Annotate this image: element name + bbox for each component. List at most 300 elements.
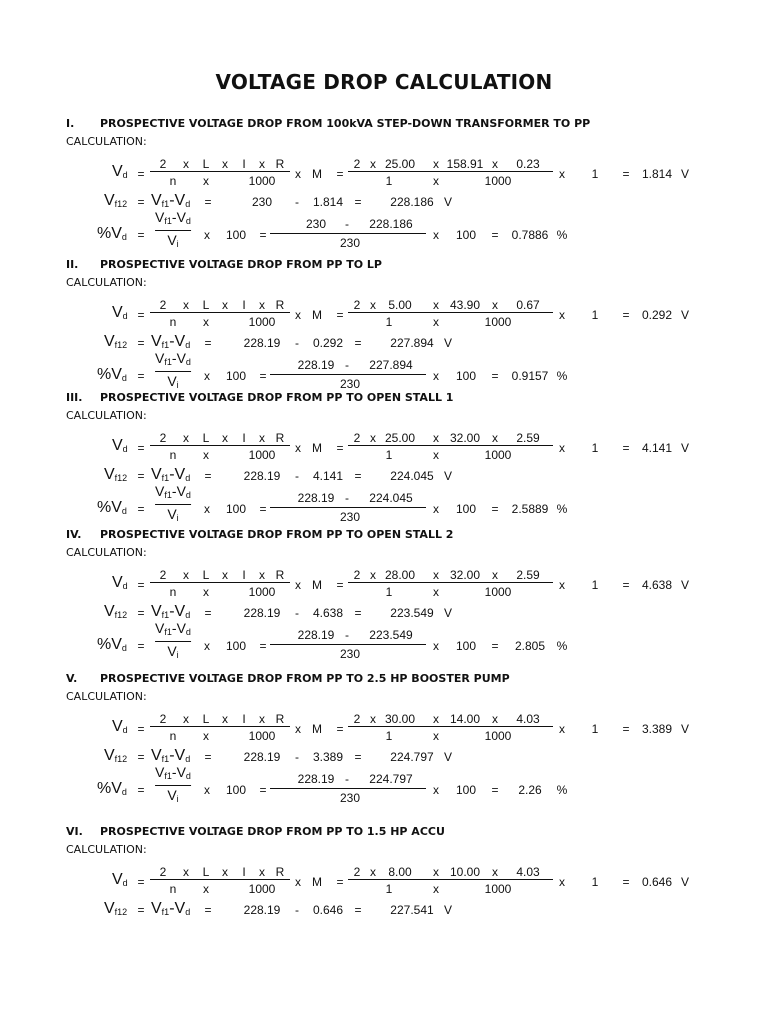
denominator-part: i (176, 794, 179, 804)
equals-sign: = (622, 722, 630, 736)
vf12-result: 224.797 (390, 750, 434, 764)
percent-result: 2.805 (514, 639, 546, 653)
times-sign: x (204, 639, 210, 653)
volt-unit: V (443, 195, 453, 209)
formula-current: I (242, 865, 246, 879)
equals-sign: = (622, 441, 630, 455)
value-times: x (492, 712, 498, 726)
value-times: x (433, 729, 439, 743)
equals-sign: = (259, 228, 267, 242)
vf12-symbol (104, 603, 127, 624)
vd-symbol (112, 871, 128, 892)
vd-result: 1.814 (641, 167, 673, 181)
vf12-value: 223.549 (369, 628, 413, 642)
value-two: 2 (353, 431, 361, 445)
minus-sign: - (295, 469, 299, 483)
denominator-part: i (176, 513, 179, 523)
vf12-symbol-main: V (104, 603, 115, 620)
formula-two: 2 (159, 298, 167, 312)
formula-times: x (259, 431, 265, 445)
current-value: 158.91 (446, 157, 484, 171)
equals-sign: = (204, 336, 212, 350)
equals-sign: = (137, 750, 145, 764)
vf1-value: 228.19 (297, 491, 335, 505)
vf12-expression-part: - (169, 192, 175, 209)
equals-sign: = (137, 441, 145, 455)
formula-runs: n (169, 315, 177, 329)
value-times: x (370, 568, 376, 582)
formula-length: L (202, 157, 210, 171)
minus-sign: - (295, 750, 299, 764)
resistance-value: 0.23 (516, 157, 540, 171)
section-number: I. (66, 117, 75, 130)
value-times: x (370, 157, 376, 171)
denominator-part: V (167, 506, 177, 522)
percent-vd-symbol-main: %V (97, 499, 122, 516)
value-times: x (433, 585, 439, 599)
vf12-expression-part: V (151, 192, 162, 209)
vd-symbol-sub: d (122, 444, 128, 454)
vd-symbol (112, 304, 128, 325)
percent-vd-symbol-sub: d (121, 787, 127, 797)
minus-sign: - (295, 195, 299, 209)
formula-length: L (202, 298, 210, 312)
vf1-value: 228.19 (297, 772, 335, 786)
times-sign: x (559, 722, 565, 736)
denominator-part: i (176, 239, 179, 249)
denominator-part: V (167, 787, 177, 803)
formula-fraction-bar (150, 582, 290, 583)
vf12-symbol (104, 333, 127, 354)
vd-result: 0.292 (641, 308, 673, 322)
percent-fraction (155, 350, 191, 393)
vd-value: 4.638 (312, 606, 344, 620)
numerator-part: V (155, 350, 165, 366)
equals-sign: = (137, 875, 145, 889)
value-times: x (433, 157, 439, 171)
value-times: x (433, 712, 439, 726)
numerator-part: f1 (164, 627, 172, 637)
vf12-expression-part: - (169, 747, 175, 764)
equals-sign: = (259, 783, 267, 797)
percent-vd-symbol-main: %V (97, 636, 122, 653)
formula-runs: n (169, 448, 177, 462)
percent-vd-symbol (97, 366, 127, 387)
value-thousand: 1000 (484, 315, 512, 329)
vf1-value: 228.19 (243, 336, 281, 350)
formula-resistance: R (275, 568, 285, 582)
section-number: IV. (66, 528, 82, 541)
value-times: x (492, 157, 498, 171)
vf12-expression-part: - (169, 900, 175, 917)
times-sign: x (295, 578, 301, 592)
formula-times: x (203, 729, 209, 743)
section-heading (66, 258, 382, 271)
length-value: 28.00 (384, 568, 416, 582)
equals-sign: = (259, 502, 267, 516)
resistance-value: 2.59 (516, 431, 540, 445)
vf12-expression-part: f1 (161, 610, 170, 620)
vd-symbol-main: V (112, 574, 123, 591)
formula-fraction-bar (150, 726, 290, 727)
vd-symbol-main: V (112, 718, 123, 735)
value-times: x (370, 298, 376, 312)
section-title: PROSPECTIVE VOLTAGE DROP FROM PP TO OPEN STALL 2 (100, 528, 454, 541)
formula-thousand: 1000 (248, 315, 276, 329)
vd-symbol-sub: d (122, 170, 128, 180)
numerator-part: d (185, 627, 191, 637)
percent-unit: % (556, 369, 568, 383)
vf12-expression-part: - (169, 603, 175, 620)
vf12-expression-part: d (185, 754, 191, 764)
current-value: 43.90 (449, 298, 481, 312)
percent-vd-symbol-sub: d (121, 232, 127, 242)
formula-times: x (259, 157, 265, 171)
volt-unit: V (680, 441, 690, 455)
percent-vd-symbol-sub: d (121, 506, 127, 516)
times-sign: x (295, 875, 301, 889)
numerator-part: V (155, 620, 165, 636)
percent-result: 2.5889 (511, 502, 549, 516)
value-times: x (433, 865, 439, 879)
value-times: x (492, 431, 498, 445)
minus-sign: - (295, 903, 299, 917)
fraction-numerator (155, 620, 191, 640)
section-title: PROSPECTIVE VOLTAGE DROP FROM PP TO 1.5 HP ACCU (100, 825, 445, 838)
equals-sign: = (204, 750, 212, 764)
multiplier-value: 1 (591, 441, 599, 455)
formula-two: 2 (159, 157, 167, 171)
times-sign: x (204, 369, 210, 383)
minus-sign: - (345, 217, 349, 231)
vf12-result: 227.541 (390, 903, 434, 917)
formula-thousand: 1000 (248, 585, 276, 599)
vf12-symbol-sub: f12 (114, 907, 128, 917)
volt-unit: V (680, 167, 690, 181)
numerator-part: V (155, 209, 165, 225)
vd-symbol-main: V (112, 871, 123, 888)
runs-value: 1 (385, 174, 393, 188)
formula-length: L (202, 431, 210, 445)
formula-resistance: R (275, 712, 285, 726)
formula-thousand: 1000 (248, 174, 276, 188)
vf12-expression-part: V (151, 900, 162, 917)
vd-value: 3.389 (312, 750, 344, 764)
formula-times: x (183, 865, 189, 879)
current-value: 14.00 (449, 712, 481, 726)
numerator-part: f1 (164, 771, 172, 781)
value-times: x (433, 315, 439, 329)
vf12-symbol (104, 192, 127, 213)
denominator-part: i (176, 380, 179, 390)
calculation-label: CALCULATION: (66, 690, 147, 703)
value-two: 2 (353, 157, 361, 171)
formula-current: I (242, 712, 246, 726)
formula-fraction-bar (150, 312, 290, 313)
equals-sign: = (137, 228, 145, 242)
value-two: 2 (353, 712, 361, 726)
vd-symbol-sub: d (122, 311, 128, 321)
fraction-bar (155, 641, 191, 642)
formula-times: x (222, 298, 228, 312)
hundred: 100 (455, 228, 477, 242)
percent-vd-symbol (97, 780, 127, 801)
vf12-expression-part: V (151, 466, 162, 483)
vf12-expression-part: d (185, 199, 191, 209)
vd-symbol (112, 574, 128, 595)
vf12-expression-part: d (185, 473, 191, 483)
voltage-input: 230 (339, 236, 361, 250)
formula-times: x (222, 712, 228, 726)
current-value: 10.00 (449, 865, 481, 879)
vf12-expression-part: - (169, 333, 175, 350)
times-sign: x (204, 502, 210, 516)
equals-sign: = (204, 469, 212, 483)
value-times: x (433, 298, 439, 312)
vf12-symbol-sub: f12 (114, 754, 128, 764)
percent-vd-symbol (97, 636, 127, 657)
percent-result: 2.26 (518, 783, 542, 797)
equals-sign: = (491, 228, 499, 242)
equals-sign: = (336, 578, 344, 592)
numerator-part: V (176, 764, 186, 780)
value-fraction-bar (348, 312, 553, 313)
times-sign: x (433, 502, 439, 516)
equals-sign: = (354, 606, 362, 620)
numerator-part: V (176, 350, 186, 366)
vd-value: 4.141 (312, 469, 344, 483)
equals-sign: = (491, 369, 499, 383)
vd-result: 4.638 (641, 578, 673, 592)
section-heading (66, 391, 453, 404)
calculation-label: CALCULATION: (66, 409, 147, 422)
vf12-expression-part: V (174, 333, 186, 350)
value-thousand: 1000 (484, 448, 512, 462)
equals-sign: = (137, 578, 145, 592)
minus-sign: - (345, 772, 349, 786)
percent-fraction-bar (270, 374, 426, 375)
value-two: 2 (353, 865, 361, 879)
numerator-part: f1 (164, 490, 172, 500)
fraction-denominator (155, 506, 191, 526)
length-value: 8.00 (388, 865, 412, 879)
equals-sign: = (137, 195, 145, 209)
value-fraction-bar (348, 171, 553, 172)
value-times: x (433, 568, 439, 582)
formula-runs: n (169, 585, 177, 599)
percent-result: 0.9157 (511, 369, 549, 383)
formula-times: x (203, 174, 209, 188)
vf12-value: 227.894 (369, 358, 413, 372)
fraction-bar (155, 504, 191, 505)
resistance-value: 0.67 (516, 298, 540, 312)
multiplier-value: 1 (591, 308, 599, 322)
formula-length: L (202, 712, 210, 726)
fraction-denominator (155, 373, 191, 393)
vf12-symbol (104, 747, 127, 768)
formula-current: I (242, 298, 246, 312)
current-value: 32.00 (449, 568, 481, 582)
fraction-denominator (155, 643, 191, 663)
vf12-value: 224.045 (369, 491, 413, 505)
hundred: 100 (455, 783, 477, 797)
times-sign: x (559, 308, 565, 322)
length-value: 5.00 (388, 298, 412, 312)
formula-times: x (259, 568, 265, 582)
vf1-value: 228.19 (243, 469, 281, 483)
section-heading (66, 672, 510, 685)
document-title: VOLTAGE DROP CALCULATION (215, 70, 553, 94)
vf12-expression-part: f1 (161, 754, 170, 764)
times-sign: x (433, 639, 439, 653)
multiplier-label: M (312, 875, 322, 889)
hundred: 100 (225, 639, 247, 653)
times-sign: x (295, 722, 301, 736)
multiplier-label: M (312, 308, 322, 322)
vf12-symbol-main: V (104, 466, 115, 483)
formula-length: L (202, 865, 210, 879)
formula-fraction-bar (150, 171, 290, 172)
volt-unit: V (443, 336, 453, 350)
resistance-value: 4.03 (516, 865, 540, 879)
formula-times: x (203, 315, 209, 329)
value-fraction-bar (348, 879, 553, 880)
hundred: 100 (455, 502, 477, 516)
denominator-part: V (167, 373, 177, 389)
numerator-part: - (171, 620, 177, 636)
length-value: 30.00 (384, 712, 416, 726)
equals-sign: = (354, 336, 362, 350)
volt-unit: V (443, 750, 453, 764)
formula-current: I (242, 568, 246, 582)
formula-times: x (222, 431, 228, 445)
times-sign: x (295, 441, 301, 455)
runs-value: 1 (385, 882, 393, 896)
voltage-input: 230 (339, 791, 361, 805)
vf12-expression-part: V (151, 747, 162, 764)
formula-times: x (259, 298, 265, 312)
vd-symbol-sub: d (122, 581, 128, 591)
formula-times: x (183, 431, 189, 445)
vf12-result: 224.045 (390, 469, 434, 483)
section-title: PROSPECTIVE VOLTAGE DROP FROM PP TO OPEN STALL 1 (100, 391, 454, 404)
numerator-part: d (185, 490, 191, 500)
value-fraction-bar (348, 726, 553, 727)
equals-sign: = (137, 783, 145, 797)
percent-fraction-bar (270, 507, 426, 508)
percent-result: 0.7886 (511, 228, 549, 242)
vf12-symbol-sub: f12 (114, 340, 128, 350)
times-sign: x (433, 783, 439, 797)
vf12-symbol-main: V (104, 333, 115, 350)
equals-sign: = (491, 639, 499, 653)
multiplier-value: 1 (591, 578, 599, 592)
minus-sign: - (345, 491, 349, 505)
vd-value: 0.292 (312, 336, 344, 350)
hundred: 100 (225, 228, 247, 242)
percent-unit: % (556, 228, 568, 242)
vd-symbol-main: V (112, 163, 123, 180)
formula-fraction-bar (150, 445, 290, 446)
formula-times: x (203, 882, 209, 896)
value-thousand: 1000 (484, 729, 512, 743)
formula-runs: n (169, 729, 177, 743)
volt-unit: V (680, 308, 690, 322)
times-sign: x (204, 783, 210, 797)
equals-sign: = (204, 195, 212, 209)
equals-sign: = (336, 167, 344, 181)
numerator-part: V (155, 764, 165, 780)
formula-times: x (183, 298, 189, 312)
equals-sign: = (137, 167, 145, 181)
hundred: 100 (225, 783, 247, 797)
formula-fraction-bar (150, 879, 290, 880)
times-sign: x (559, 578, 565, 592)
volt-unit: V (680, 875, 690, 889)
percent-unit: % (556, 502, 568, 516)
vf12-symbol (104, 466, 127, 487)
voltage-input: 230 (339, 647, 361, 661)
runs-value: 1 (385, 729, 393, 743)
vf12-expression-part: - (169, 466, 175, 483)
minus-sign: - (345, 358, 349, 372)
times-sign: x (433, 369, 439, 383)
vd-value: 1.814 (312, 195, 344, 209)
value-thousand: 1000 (484, 882, 512, 896)
fraction-numerator (155, 209, 191, 229)
numerator-part: f1 (164, 216, 172, 226)
multiplier-value: 1 (591, 875, 599, 889)
resistance-value: 4.03 (516, 712, 540, 726)
formula-two: 2 (159, 712, 167, 726)
vf1-value: 228.19 (297, 358, 335, 372)
numerator-part: V (176, 483, 186, 499)
value-two: 2 (353, 568, 361, 582)
value-times: x (492, 568, 498, 582)
percent-unit: % (556, 783, 568, 797)
value-thousand: 1000 (484, 174, 512, 188)
denominator-part: V (167, 232, 177, 248)
numerator-part: - (171, 764, 177, 780)
fraction-numerator (155, 764, 191, 784)
formula-times: x (259, 712, 265, 726)
formula-length: L (202, 568, 210, 582)
numerator-part: V (176, 620, 186, 636)
formula-current: I (242, 157, 246, 171)
vf12-result: 223.549 (390, 606, 434, 620)
vf12-symbol (104, 900, 127, 921)
volt-unit: V (443, 903, 453, 917)
vf12-expression-part: V (174, 603, 186, 620)
numerator-part: d (185, 216, 191, 226)
vd-symbol (112, 437, 128, 458)
equals-sign: = (336, 875, 344, 889)
denominator-part: V (167, 643, 177, 659)
denominator-part: i (176, 650, 179, 660)
vf12-expression-part: f1 (161, 340, 170, 350)
equals-sign: = (622, 308, 630, 322)
value-fraction-bar (348, 445, 553, 446)
times-sign: x (559, 875, 565, 889)
vf12-symbol-main: V (104, 900, 115, 917)
vd-symbol-main: V (112, 304, 123, 321)
multiplier-value: 1 (591, 167, 599, 181)
percent-vd-symbol-sub: d (121, 643, 127, 653)
equals-sign: = (622, 167, 630, 181)
vf12-symbol-main: V (104, 747, 115, 764)
calculation-label: CALCULATION: (66, 546, 147, 559)
runs-value: 1 (385, 585, 393, 599)
